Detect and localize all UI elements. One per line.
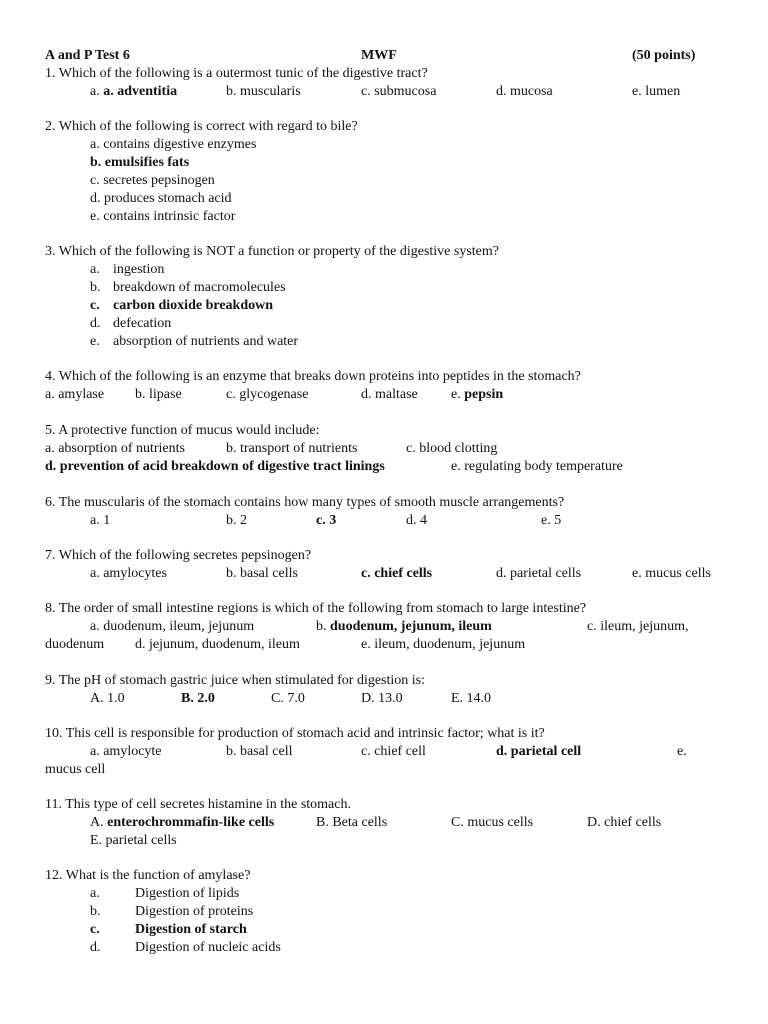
option-letter: b. bbox=[90, 280, 101, 295]
question-stem: 8. The order of small intestine regions is which of the following from stomach to large intestine? bbox=[45, 601, 587, 616]
question-3-option-d bbox=[0, 315, 768, 333]
option-c: c. 3 bbox=[316, 513, 337, 528]
question-stem: 6. The muscularis of the stomach contains how many types of smooth muscle arrangements? bbox=[45, 495, 565, 510]
option-d: d. mucosa bbox=[496, 84, 553, 99]
option-b: b. duodenum, jejunum, ileum bbox=[316, 619, 492, 634]
option-c: c. ileum, jejunum, bbox=[587, 619, 689, 634]
question-12-option-a bbox=[0, 885, 768, 903]
question-stem: 2. Which of the following is correct with regard to bile? bbox=[45, 119, 358, 134]
question-stem: 1. Which of the following is a outermost tunic of the digestive tract? bbox=[45, 66, 428, 81]
option-c: c. blood clotting bbox=[406, 441, 498, 456]
question-5-options-1 bbox=[0, 440, 768, 458]
option-d: defecation bbox=[113, 316, 172, 331]
option-d: d. 4 bbox=[406, 513, 427, 528]
option-letter: c. bbox=[90, 298, 100, 313]
option-d: d. jejunum, duodenum, ileum bbox=[135, 637, 300, 652]
question-3 bbox=[0, 243, 768, 261]
question-2 bbox=[0, 118, 768, 136]
option-b: b. transport of nutrients bbox=[226, 441, 358, 456]
option-b: b. muscularis bbox=[226, 84, 301, 99]
option-d: d. prevention of acid breakdown of digestive tract linings bbox=[45, 459, 385, 474]
question-12-option-c bbox=[0, 921, 768, 939]
option-c: carbon dioxide breakdown bbox=[113, 298, 273, 313]
class-section: MWF bbox=[361, 48, 397, 63]
option-e: E. parietal cells bbox=[90, 833, 177, 848]
option-d: Digestion of nucleic acids bbox=[135, 940, 281, 955]
option-d: d. parietal cell bbox=[496, 744, 582, 759]
question-2-option-b bbox=[0, 154, 768, 172]
question-10-options-2 bbox=[0, 761, 768, 779]
option-a: a. a. adventitia bbox=[90, 84, 178, 99]
option-letter: a. bbox=[90, 886, 100, 901]
option-d: D. 13.0 bbox=[361, 691, 403, 706]
option-e: E. 14.0 bbox=[451, 691, 492, 706]
option-c: Digestion of starch bbox=[135, 922, 247, 937]
option-a: ingestion bbox=[113, 262, 165, 277]
question-2-option-e bbox=[0, 208, 768, 226]
question-8-options-2 bbox=[0, 636, 768, 654]
option-a: a. amylocytes bbox=[90, 566, 167, 581]
question-8 bbox=[0, 600, 768, 618]
question-12-option-d bbox=[0, 939, 768, 957]
question-10 bbox=[0, 725, 768, 743]
question-4 bbox=[0, 368, 768, 386]
option-b: breakdown of macromolecules bbox=[113, 280, 286, 295]
question-11-options-2 bbox=[0, 832, 768, 850]
question-2-option-d bbox=[0, 190, 768, 208]
option-b: b. 2 bbox=[226, 513, 247, 528]
option-a: a. amylocyte bbox=[90, 744, 162, 759]
option-a: A. 1.0 bbox=[90, 691, 125, 706]
question-10-options-1 bbox=[0, 743, 768, 761]
option-b: b. basal cells bbox=[226, 566, 298, 581]
question-3-option-b bbox=[0, 279, 768, 297]
question-5-options-2 bbox=[0, 458, 768, 476]
question-12-option-b bbox=[0, 903, 768, 921]
option-a: Digestion of lipids bbox=[135, 886, 240, 901]
option-a: a. contains digestive enzymes bbox=[90, 137, 257, 152]
option-c: c. chief cells bbox=[361, 566, 433, 581]
question-7-options bbox=[0, 565, 768, 583]
question-11-options-1 bbox=[0, 814, 768, 832]
question-stem: 10. This cell is responsible for production of stomach acid and intrinsic factor; what is it? bbox=[45, 726, 545, 741]
option-letter: b. bbox=[90, 904, 101, 919]
option-letter: d. bbox=[90, 316, 101, 331]
question-3-option-c bbox=[0, 297, 768, 315]
question-stem: 11. This type of cell secretes histamine in the stomach. bbox=[45, 797, 351, 812]
option-e: e. 5 bbox=[541, 513, 562, 528]
option-e: e. pepsin bbox=[451, 387, 504, 402]
option-b: b. lipase bbox=[135, 387, 182, 402]
option-e: e. lumen bbox=[632, 84, 681, 99]
option-b: B. Beta cells bbox=[316, 815, 388, 830]
option-e: e. mucus cells bbox=[632, 566, 711, 581]
question-1-options bbox=[0, 83, 768, 101]
option-e: absorption of nutrients and water bbox=[113, 334, 299, 349]
option-a: a. duodenum, ileum, jejunum bbox=[90, 619, 255, 634]
option-c: c. submucosa bbox=[361, 84, 437, 99]
option-a: a. amylase bbox=[45, 387, 105, 402]
total-points: (50 points) bbox=[632, 48, 696, 63]
option-e: e. regulating body temperature bbox=[451, 459, 623, 474]
question-stem: 5. A protective function of mucus would include: bbox=[45, 423, 320, 438]
question-9-options bbox=[0, 690, 768, 708]
question-2-option-a bbox=[0, 136, 768, 154]
question-6-options bbox=[0, 512, 768, 530]
question-11 bbox=[0, 796, 768, 814]
option-c-continued: duodenum bbox=[45, 637, 105, 652]
option-a: a. absorption of nutrients bbox=[45, 441, 185, 456]
option-letter: e. bbox=[90, 334, 100, 349]
option-e: e. contains intrinsic factor bbox=[90, 209, 236, 224]
option-b: b. basal cell bbox=[226, 744, 293, 759]
option-b: B. 2.0 bbox=[181, 691, 215, 706]
question-stem: 7. Which of the following secretes pepsinogen? bbox=[45, 548, 312, 563]
question-9 bbox=[0, 672, 768, 690]
option-d: d. produces stomach acid bbox=[90, 191, 232, 206]
option-b: Digestion of proteins bbox=[135, 904, 254, 919]
header-line bbox=[0, 47, 768, 65]
test-title: A and P Test 6 bbox=[45, 48, 130, 63]
question-stem: 12. What is the function of amylase? bbox=[45, 868, 251, 883]
question-stem: 4. Which of the following is an enzyme that breaks down proteins into peptides in the stomach? bbox=[45, 369, 581, 384]
question-8-options-1 bbox=[0, 618, 768, 636]
option-d: d. parietal cells bbox=[496, 566, 582, 581]
option-e: e. bbox=[677, 744, 687, 759]
question-3-option-a bbox=[0, 261, 768, 279]
option-e: e. ileum, duodenum, jejunum bbox=[361, 637, 526, 652]
option-c: c. glycogenase bbox=[226, 387, 309, 402]
question-stem: 3. Which of the following is NOT a function or property of the digestive system? bbox=[45, 244, 500, 259]
option-c: c. chief cell bbox=[361, 744, 426, 759]
question-1 bbox=[0, 65, 768, 83]
question-2-option-c bbox=[0, 172, 768, 190]
option-letter: c. bbox=[90, 922, 100, 937]
option-a: a. 1 bbox=[90, 513, 111, 528]
option-d: d. maltase bbox=[361, 387, 418, 402]
question-4-options bbox=[0, 386, 768, 404]
option-b: b. emulsifies fats bbox=[90, 155, 190, 170]
option-c: C. 7.0 bbox=[271, 691, 305, 706]
option-a: A. enterochrommafin-like cells bbox=[90, 815, 275, 830]
option-letter: d. bbox=[90, 940, 101, 955]
question-5 bbox=[0, 422, 768, 440]
question-3-option-e bbox=[0, 333, 768, 351]
option-c: c. secretes pepsinogen bbox=[90, 173, 215, 188]
question-12 bbox=[0, 867, 768, 885]
question-6 bbox=[0, 494, 768, 512]
question-stem: 9. The pH of stomach gastric juice when stimulated for digestion is: bbox=[45, 673, 425, 688]
question-7 bbox=[0, 547, 768, 565]
option-e-continued: mucus cell bbox=[45, 762, 106, 777]
option-c: C. mucus cells bbox=[451, 815, 534, 830]
option-d: D. chief cells bbox=[587, 815, 662, 830]
option-letter: a. bbox=[90, 262, 100, 277]
